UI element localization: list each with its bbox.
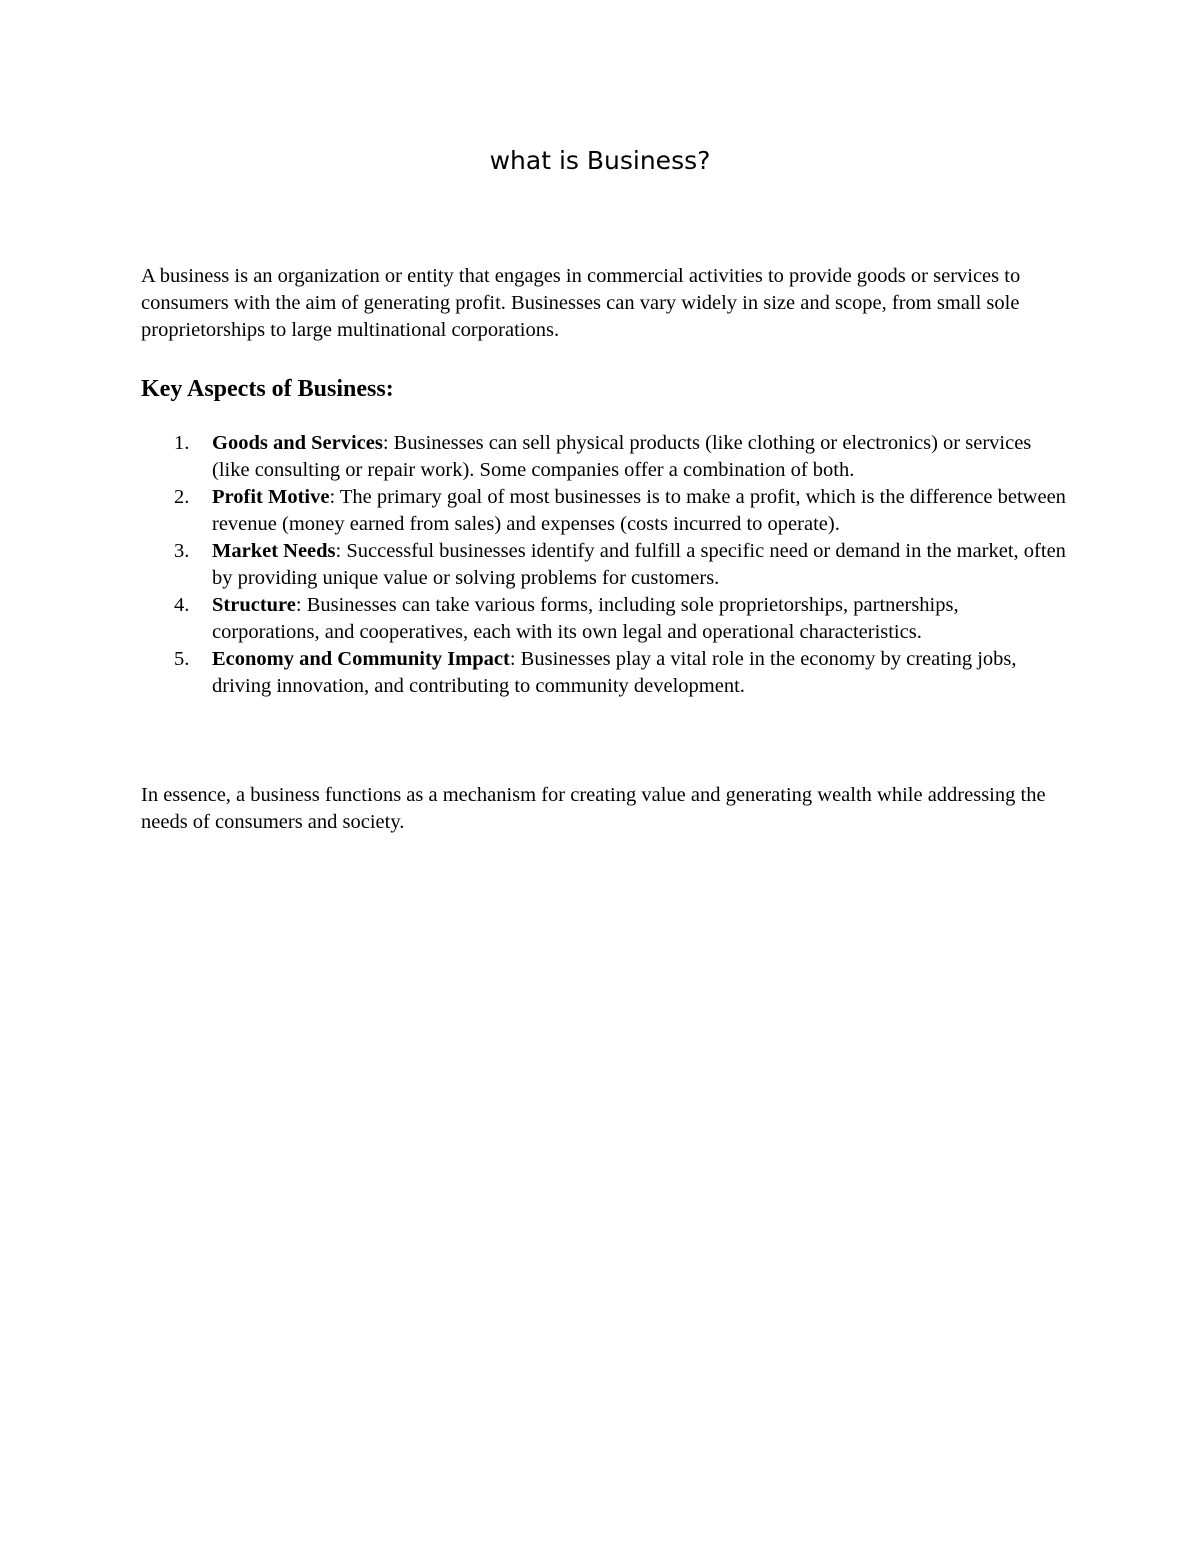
list-item: [141, 538, 1066, 592]
list-item-description: : The primary goal of most businesses is to make a profit, which is the difference between revenue (money earned from sales) and expenses (costs incurred to operate).: [212, 486, 1066, 535]
list-item-term: Profit Motive: [212, 486, 330, 508]
list-item: [141, 646, 1066, 700]
list-item: [141, 484, 1066, 538]
intro-paragraph: A business is an organization or entity that engages in commercial activities to provide goods or services to consumers with the aim of generating profit. Businesses can vary widely in size and scope, from small sole proprietorships to large multinational corporations.: [141, 265, 1021, 341]
document-title: what is Business?: [489, 146, 711, 175]
list-item: [141, 592, 1066, 646]
list-item-number: 2.: [174, 486, 190, 508]
list-item: [141, 430, 1066, 484]
list-item-description: : Businesses can sell physical products (like clothing or electronics) or services (like consulting or repair work). Some companies offer a combination of both.: [212, 432, 1032, 481]
list-item-description: : Successful businesses identify and fulfill a specific need or demand in the market, often by providing unique value or solving problems for customers.: [212, 540, 1066, 589]
list-item-number: 1.: [174, 432, 190, 454]
list-item-number: 5.: [174, 648, 190, 670]
section-heading: Key Aspects of Business:: [141, 376, 394, 402]
list-item-term: Market Needs: [212, 540, 336, 562]
list-item-number: 3.: [174, 540, 190, 562]
list-item-description: : Businesses play a vital role in the economy by creating jobs, driving innovation, and contributing to community development.: [212, 648, 1017, 697]
conclusion-paragraph: In essence, a business functions as a mechanism for creating value and generating wealth while addressing the needs of consumers and society.: [141, 784, 1046, 833]
key-aspects-list: [141, 430, 1066, 700]
list-item-term: Economy and Community Impact: [212, 648, 510, 670]
list-item-term: Structure: [212, 594, 296, 616]
list-item-number: 4.: [174, 594, 190, 616]
list-item-term: Goods and Services: [212, 432, 383, 454]
list-item-description: : Businesses can take various forms, including sole proprietorships, partnerships, corporations, and cooperatives, each with its own legal and operational characteristics.: [212, 594, 959, 643]
